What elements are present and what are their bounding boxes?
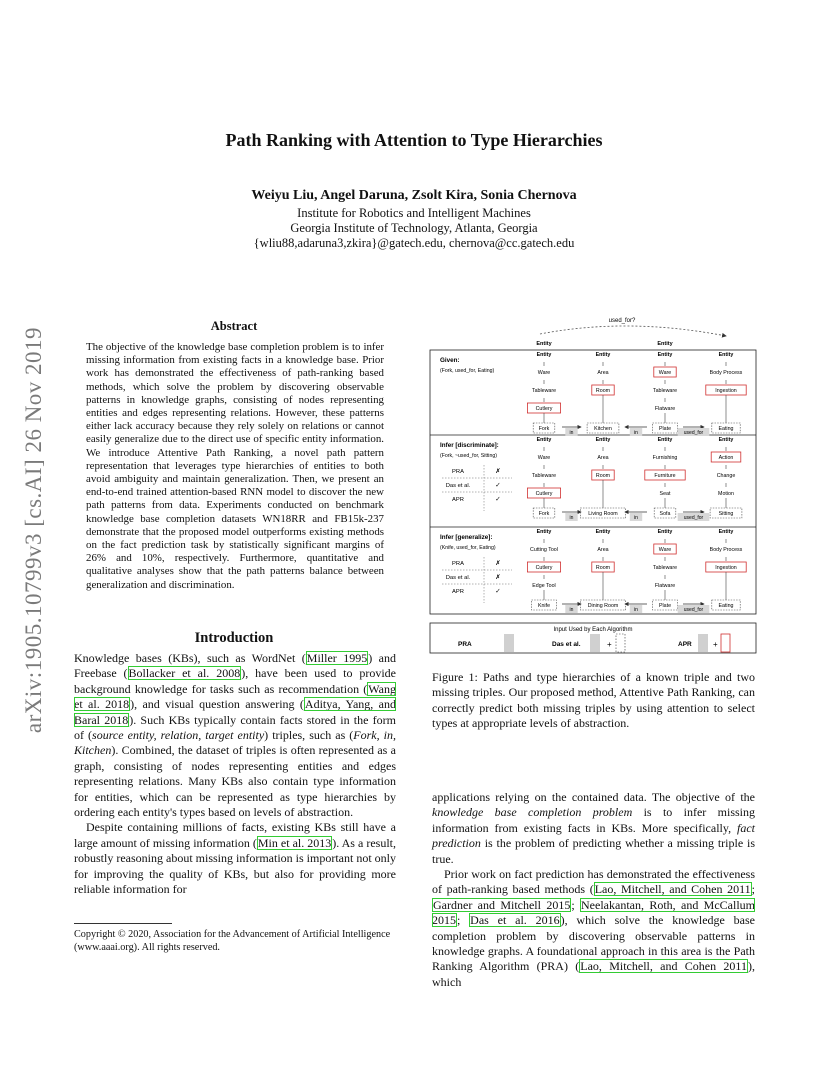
algorithm-result: ✓	[495, 496, 501, 503]
node-label: Change	[716, 473, 736, 479]
node-label: Seat	[659, 491, 671, 497]
paper-title: Path Ranking with Attention to Type Hierarchies	[225, 130, 603, 150]
intro-paragraph-1: Knowledge bases (KBs), such as WordNet (Miller 1995) and Freebase (Bollacker et al. 2008), have been used to provide background knowledge for tasks such as recommendation (Wang et al. 2018), and visual question answering (Aditya, Yang, and Baral 2018). Such KBs typically contain facts stored in the form of (source entity, relation, target entity) triples, such as (Fork, in, Kitchen). Combined, the dataset of triples is often represented as a graph, consisting of nodes representing entities and edges representing relations. Many KBs also contain type information for entities, which can be represented as type hierarchies by ordering each entity's types based on levels of abstraction.	[74, 651, 397, 820]
node-label: Furnishing	[652, 455, 678, 461]
algorithm-result: ✓	[495, 482, 501, 489]
citation-link[interactable]: Min et al. 2013	[257, 835, 332, 850]
node-label: Entity	[657, 437, 673, 443]
node-label: Entity	[657, 352, 673, 358]
node-label: Area	[597, 455, 609, 461]
citation-link[interactable]: Lao, Mitchell, and Cohen 2011	[580, 959, 747, 974]
node-label: Tableware	[652, 388, 678, 394]
introduction-body	[74, 651, 396, 898]
node-label: Body Process	[709, 370, 743, 376]
algorithm-name: APR	[452, 497, 464, 503]
algorithm-result: ✓	[495, 588, 501, 595]
node-label: Cutlery	[535, 491, 553, 497]
node-label: Sofa	[659, 511, 671, 517]
citation-link[interactable]: Gardner and Mitchell 2015	[433, 897, 571, 912]
affiliation-institute: Institute for Robotics and Intelligent Machines	[297, 206, 531, 220]
node-label: Sitting	[718, 511, 734, 517]
right-paragraph-2: Prior work on fact prediction has demonstrated the effectiveness of path-ranking based methods (Lao, Mitchell, and Cohen 2011; Gardner and Mitchell 2015; Neelakantan, Roth, and McCallum 2015; Das et al. 2016), which solve the knowledge base completion problem by discovering observable patterns in knowledge graphs. A foundational approach in this area is the Path Ranking Algorithm (PRA) (Lao, Mitchell, and Cohen 2011), which	[432, 867, 756, 989]
figure-1-caption: Figure 1: Paths and type hierarchies of a known triple and two missing triples. Our proposed method, Attentive Path Ranking, can correctly predict both missing triples by using attention to select types at appropriate levels of abstraction.	[432, 670, 755, 731]
node-label: Area	[597, 370, 609, 376]
panel-triple: (Knife, used_for, Eating)	[440, 545, 496, 551]
citation-link[interactable]: Neelakantan, Roth, and McCallum 2015	[432, 897, 755, 928]
relation-label: used_for	[683, 607, 704, 613]
node-label: Room	[595, 388, 611, 394]
algorithm-result: ✗	[495, 560, 501, 567]
figure-panels-frame	[430, 350, 756, 614]
panel-heading: Given:	[440, 357, 460, 364]
node-label: Ware	[537, 370, 551, 376]
node-label: Tableware	[652, 565, 678, 571]
algorithm-name: PRA	[452, 469, 464, 475]
citation-link[interactable]: Wang et al. 2018	[74, 681, 396, 712]
copyright-footnote: Copyright © 2020, Association for the Advancement of Artificial Intelligence (www.aaai.org). All rights reserved.	[74, 929, 391, 953]
node-label: Kitchen	[594, 426, 612, 432]
relation-label: used_for	[683, 430, 704, 436]
node-label: Action	[718, 455, 734, 461]
relation-label: in	[569, 515, 574, 521]
algorithm-name: PRA	[452, 561, 464, 567]
node-label: Ware	[537, 455, 551, 461]
algorithm-name: Das et al.	[445, 483, 471, 489]
algorithm-name: APR	[452, 589, 464, 595]
top-entity-label: Entity	[536, 341, 552, 347]
svg-text:+: +	[713, 640, 718, 649]
node-label: Tableware	[531, 388, 557, 394]
node-label: Room	[595, 473, 611, 479]
node-label: Flatware	[654, 406, 676, 412]
query-label: used_for?	[608, 318, 636, 324]
node-label: Fork	[538, 511, 550, 517]
node-label: Plate	[658, 603, 672, 609]
node-label: Flatware	[654, 583, 676, 589]
node-label: Entity	[536, 529, 552, 535]
citation-link[interactable]: Lao, Mitchell, and Cohen 2011	[594, 882, 751, 897]
relation-label: used_for	[683, 515, 704, 521]
citation-link[interactable]: Bollacker et al. 2008	[128, 666, 241, 681]
legend-plus: +	[607, 640, 612, 649]
arxiv-side-label: arXiv:1905.10799v3 [cs.AI] 26 Nov 2019	[21, 326, 46, 734]
legend-title: Input Used by Each Algorithm	[553, 627, 633, 633]
relation-label: in	[634, 515, 638, 521]
node-label: Tableware	[531, 473, 557, 479]
node-label: Living Room	[588, 511, 618, 517]
node-label: Entity	[536, 437, 552, 443]
relation-label: in	[569, 430, 574, 436]
legend-pra-swatch	[504, 634, 514, 652]
right-column-body	[432, 790, 755, 990]
node-label: Edge Tool	[532, 583, 556, 589]
node-label: Motion	[718, 491, 734, 497]
algorithm-result: ✗	[495, 574, 501, 581]
node-label: Knife	[537, 603, 551, 609]
algorithm-name: Das et al.	[445, 575, 471, 581]
legend-das: Das et al.	[552, 641, 581, 648]
affiliation-emails: {wliu88,adaruna3,zkira}@gatech.edu, chernova@cc.gatech.edu	[253, 236, 575, 250]
citation-link[interactable]: Miller 1995	[306, 651, 368, 665]
relation-label: in	[634, 430, 638, 436]
relation-label: in	[569, 607, 574, 613]
legend-pra: PRA	[458, 641, 472, 648]
node-label: Ware	[658, 547, 672, 553]
node-label: Cutting Tool	[530, 547, 558, 553]
node-label: Area	[597, 547, 609, 553]
node-label: Room	[595, 565, 611, 571]
authors: Weiyu Liu, Angel Daruna, Zsolt Kira, Sonia Chernova	[251, 188, 577, 203]
node-label: Cutlery	[535, 406, 553, 412]
figure-1-diagram	[428, 312, 758, 657]
node-label: Entity	[718, 529, 734, 535]
node-label: Entity	[718, 437, 734, 443]
relation-label: in	[634, 607, 638, 613]
node-label: Furniture	[654, 473, 676, 479]
node-label: Ingestion	[715, 388, 737, 394]
abstract-heading: Abstract	[210, 319, 258, 333]
intro-paragraph-2: Despite containing millions of facts, existing KBs still have a large amount of missing information (Min et al. 2013). As a result, robustly reasoning about missing information is important not only for improving the quality of KBs, but also for providing more reliable information for	[74, 820, 397, 897]
abstract-text: The objective of the knowledge base completion problem is to infer missing information from existing facts in a knowledge base. Prior work has demonstrated the effectiveness of path-ranking based methods, which solve the problem by discovering observable patterns in knowledge graphs, consisting of nodes representing entities and edges representing relations. However, these patterns either lack accuracy because they rely solely on relations or cannot easily generalize due to the direct use of specific entity information. We introduce Attentive Path Ranking, a novel path pattern representation that leverages type hierarchies of entities to both avoid ambiguity and maintain generalization. Then, we present an end-to-end trained attention-based RNN model to discover the new path patterns from data. Experiments conducted on benchmark knowledge base completion datasets WN18RR and FB15k-237 demonstrate that the proposed model outperforms existing methods on the fact prediction task by statistically significant margins of 26% and 10%, respectively. Furthermore, quantitative and qualitative analyses show that the path patterns balance between generalization and discrimination.	[86, 341, 384, 591]
right-paragraph-1: applications relying on the contained data. The objective of the knowledge base completion problem is to infer missing information from existing facts in KBs. More specifically, fact prediction is the problem of predicting whether a missing triple is true.	[432, 790, 755, 866]
node-label: Entity	[718, 352, 734, 358]
node-label: Fork	[538, 426, 550, 432]
node-label: Entity	[536, 352, 552, 358]
used-for-query-curve	[540, 326, 726, 336]
algorithm-result: ✗	[495, 468, 501, 475]
top-entity-label: Entity	[657, 341, 673, 347]
node-label: Body Process	[709, 547, 743, 553]
panel-heading: Infer [generalize]:	[440, 534, 493, 541]
legend-apr: APR	[678, 641, 692, 648]
node-label: Eating	[718, 603, 734, 609]
node-label: Eating	[718, 426, 734, 432]
citation-link[interactable]: Das et al. 2016	[470, 913, 560, 928]
introduction-heading: Introduction	[194, 630, 274, 646]
node-label: Cutlery	[535, 565, 553, 571]
node-label: Entity	[595, 437, 611, 443]
node-label: Ware	[658, 370, 672, 376]
node-label: Entity	[595, 529, 611, 535]
panel-triple: (Fork, used_for, Eating)	[440, 368, 495, 374]
node-label: Dining Room	[587, 603, 619, 609]
node-label: Plate	[658, 426, 672, 432]
node-label: Entity	[657, 529, 673, 535]
panel-triple: (Fork, ~used_for, Sitting)	[440, 453, 497, 459]
footnote-rule	[74, 923, 172, 924]
node-label: Ingestion	[715, 565, 737, 571]
citation-link[interactable]: Aditya, Yang, and Baral 2018	[74, 697, 397, 727]
node-label: Entity	[595, 352, 611, 358]
panel-heading: Infer [discriminate]:	[440, 442, 499, 449]
affiliation-university: Georgia Institute of Technology, Atlanta, Georgia	[290, 221, 538, 235]
